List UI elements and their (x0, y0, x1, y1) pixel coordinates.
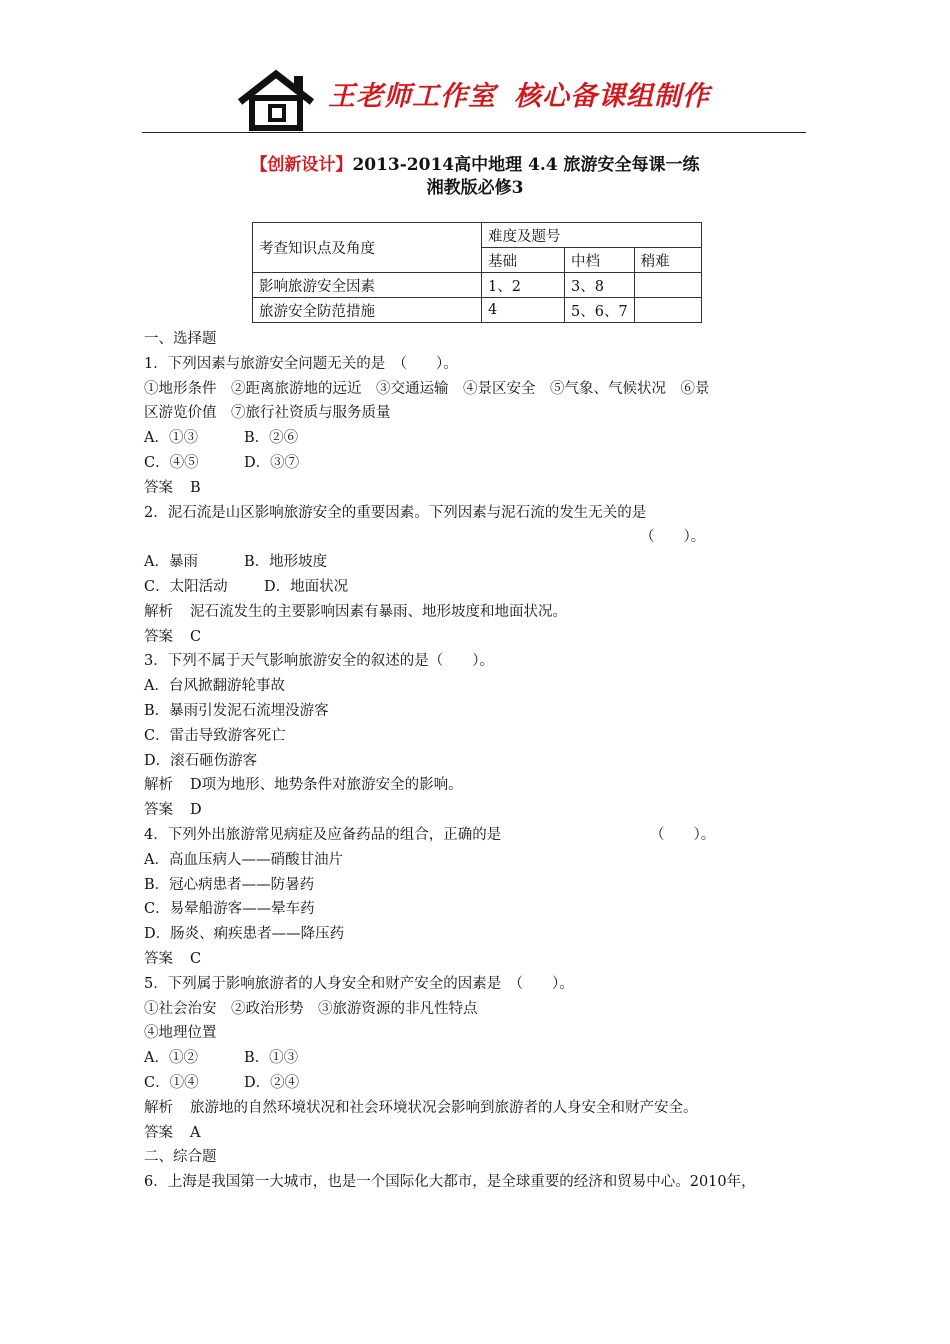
table-cell (634, 298, 701, 323)
q2-answer: C (190, 628, 202, 645)
q3-option-b: B．暴雨引发泥石流埋没游客 (144, 702, 329, 719)
q6-stem: 6．上海是我国第一大城市，也是一个国际化大都市，是全球重要的经济和贸易中心。2010年， (144, 1174, 756, 1191)
q2-analysis: 泥石流发生的主要影响因素有暴雨、地形坡度和地面状况。 (190, 603, 567, 620)
answer-label: 答案 (144, 950, 173, 967)
house-logo-icon (236, 68, 316, 132)
q2-stem: 2．泥石流是山区影响旅游安全的重要因素。下列因素与泥石流的发生无关的是 (144, 504, 647, 521)
q1-option-b: B．②⑥ (244, 430, 299, 447)
analysis-label: 解析 (144, 777, 173, 794)
q1-option-c: C．④⑤ (144, 454, 199, 471)
table-cell: 5、6、7 (565, 298, 635, 323)
table-cell: 影响旅游安全因素 (253, 273, 482, 298)
table-cell: 旅游安全防范措施 (253, 298, 482, 323)
table-cell: 1、2 (482, 273, 565, 298)
q5-option-b: B．①③ (244, 1050, 299, 1067)
q5-items-1: ①社会治安 ②政治形势 ③旅游资源的非凡性特点 (144, 1000, 478, 1017)
q5-analysis: 旅游地的自然环境状况和社会环境状况会影响到旅游者的人身安全和财产安全。 (190, 1099, 698, 1116)
q5-option-c: C．①④ (144, 1074, 199, 1091)
q4-option-a: A．高血压病人——硝酸甘油片 (144, 851, 343, 868)
doc-title (0, 150, 950, 175)
q3-answer: D (190, 802, 202, 819)
q5-option-d: D．②④ (244, 1074, 300, 1091)
table-row (253, 298, 702, 323)
q4-paren: （ ）。 (650, 826, 716, 843)
q3-option-a: A．台风掀翻游轮事故 (144, 678, 285, 695)
q2-option-a: A．暴雨 (144, 554, 198, 571)
q3-stem: 3．下列不属于天气影响旅游安全的叙述的是（ ）。 (144, 653, 494, 670)
q1-answer: B (190, 479, 201, 496)
q5-option-a: A．①② (144, 1050, 198, 1067)
q4-option-c: C．易晕船游客——晕车药 (144, 901, 315, 918)
brand-text (328, 74, 710, 113)
table-header-topic: 考查知识点及角度 (253, 223, 482, 273)
table-cell: 4 (482, 298, 565, 323)
section-heading: 二、综合题 (144, 1149, 217, 1166)
q1-option-a: A．①③ (144, 430, 198, 447)
answer-label: 答案 (144, 628, 173, 645)
header-rule (142, 132, 806, 133)
brand-studio: 王老师工作室 (328, 81, 496, 112)
answer-label: 答案 (144, 479, 173, 496)
brand-group: 核心备课组制作 (514, 81, 710, 112)
answer-label: 答案 (144, 1124, 173, 1141)
q3-option-d: D．滚石砸伤游客 (144, 752, 258, 769)
q4-option-b: B．冠心病患者——防暑药 (144, 876, 315, 893)
q2-option-c: C．太阳活动 (144, 578, 228, 595)
section-heading: 一、选择题 (144, 331, 217, 347)
q1-option-d: D．③⑦ (244, 454, 300, 471)
q4-stem: 4．下列外出旅游常见病症及应备药品的组合，正确的是 (144, 826, 502, 843)
q1-items-1: ①地形条件 ②距离旅游地的远近 ③交通运输 ④景区安全 ⑤气象、气候状况 ⑥景 (144, 380, 710, 397)
q3-option-c: C．雷击导致游客死亡 (144, 727, 286, 744)
knowledge-table (252, 222, 702, 323)
question-body (144, 327, 814, 1195)
q5-items-2: ④地理位置 (144, 1025, 217, 1042)
q2-paren: （ ）。 (640, 529, 706, 546)
table-level: 中档 (565, 248, 635, 273)
table-cell: 3、8 (565, 273, 635, 298)
table-cell (634, 273, 701, 298)
q2-option-d: D．地面状况 (264, 578, 349, 595)
q1-items-2: 区游览价值 ⑦旅行社资质与服务质量 (144, 405, 391, 422)
table-header-difficulty: 难度及题号 (482, 223, 702, 248)
doc-subtitle: 湘教版必修3 (426, 178, 524, 198)
page-header (142, 60, 806, 136)
q4-answer: C (190, 950, 202, 967)
answer-label: 答案 (144, 802, 173, 819)
q5-stem: 5．下列属于影响旅游者的人身安全和财产安全的因素是 （ ）。 (144, 975, 574, 992)
q4-option-d: D．肠炎、痢疾患者——降压药 (144, 926, 345, 943)
q2-option-b: B．地形坡度 (244, 554, 328, 571)
analysis-label: 解析 (144, 1099, 173, 1116)
q3-analysis: D项为地形、地势条件对旅游安全的影响。 (190, 777, 463, 794)
title-line1: 2013-2014高中地理 4.4 旅游安全每课一练 (352, 155, 700, 175)
table-level: 稍难 (634, 248, 701, 273)
table-row (253, 273, 702, 298)
analysis-label: 解析 (144, 603, 173, 620)
table-level: 基础 (482, 248, 565, 273)
q5-answer: A (190, 1124, 201, 1141)
title-prefix: 【创新设计】 (250, 155, 353, 175)
q1-stem: 1．下列因素与旅游安全问题无关的是 （ ）。 (144, 355, 458, 372)
